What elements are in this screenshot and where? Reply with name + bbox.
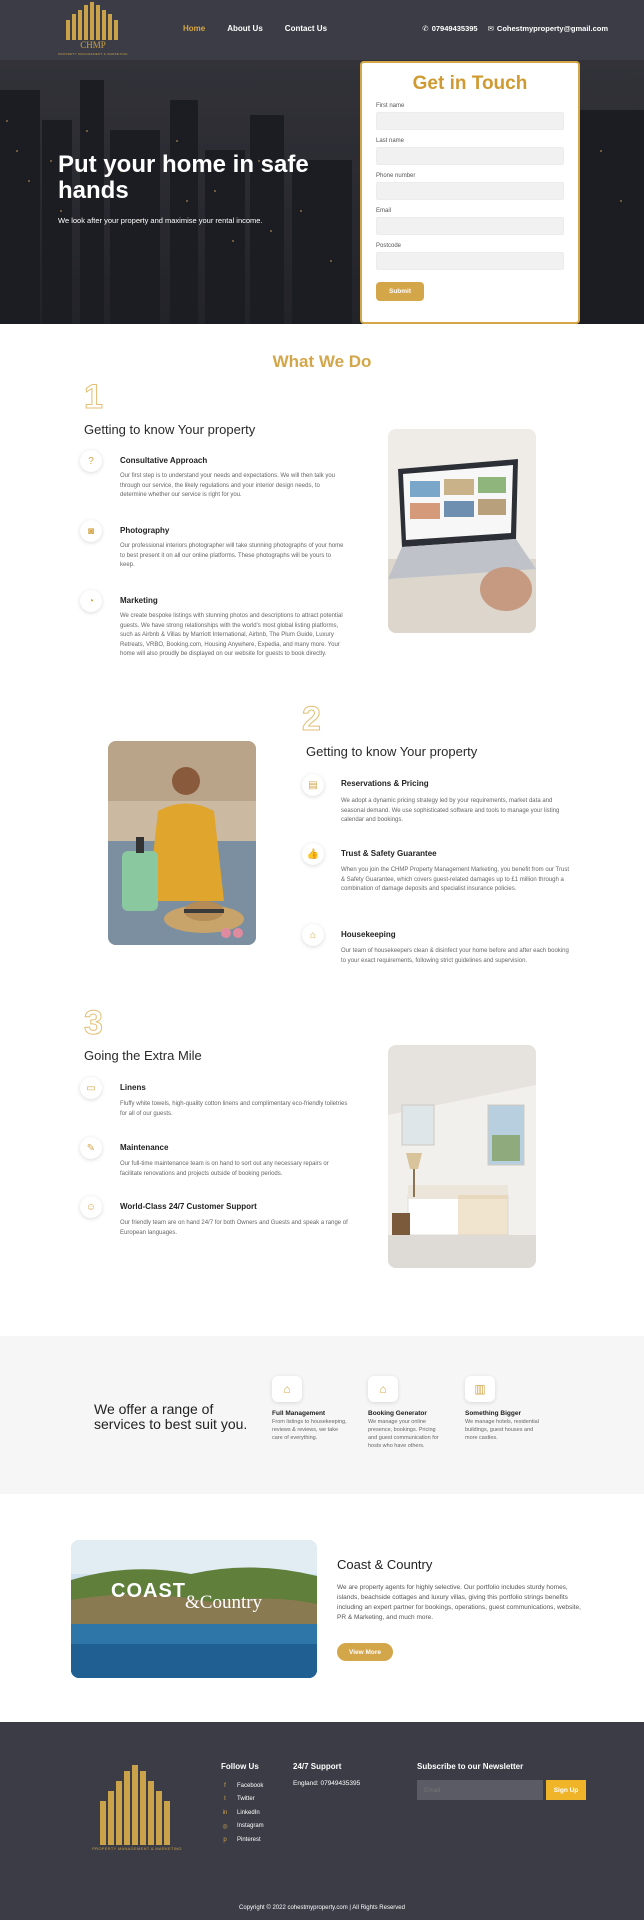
social-links [221,1779,264,1847]
twitter-icon: t [224,1796,226,1803]
camera-icon: ◙ [80,520,102,542]
nav-about-us[interactable]: About Us [227,24,263,33]
item-photography-text: Our professional interiors photographer will take stunning photographs of your home to best present it on all our online platforms. These photographs will be yours to keep. [120,543,344,568]
chat-icon: ? [80,450,102,472]
coast-image-text: COAST [111,1580,186,1602]
item-trust-text: When you join the CHMP Property Management Marketing, you benefit from our Trust & Safety Guarantee, which covers guest-related damages up to £1 million through a combination of damage deposits and specialist insurance policies. [341,867,569,892]
site-footer [0,1722,644,1920]
marketing-icon: ◔ [80,590,102,612]
header-phone-text: 07949435395 [431,24,478,33]
wrench-icon: ✎ [80,1137,102,1159]
postcode-label: Postcode [376,243,402,249]
instagram-link[interactable] [221,1820,264,1834]
phone-label: Phone number [376,173,416,179]
postcode-input[interactable] [376,252,564,270]
house-icon: ⌂ [302,924,324,946]
coast-title: Coast & Country [337,1557,433,1572]
social-link-label: Pinterest [237,1836,261,1843]
social-link-label: Facebook [237,1782,264,1789]
item-housekeeping-text: Our team of housekeepers clean & disinfect your home before and after each booking to your exact requirements, following strict guidelines and supervision. [341,948,569,964]
item-maintenance-title: Maintenance [120,1143,169,1152]
item-linens-title: Linens [120,1083,146,1092]
view-more-button[interactable]: View More [337,1643,393,1661]
traveler-photo [108,741,256,945]
support-icon: ☺ [80,1196,102,1218]
email-label: Email [376,208,392,214]
email-input[interactable] [376,217,564,235]
coast-country-image [71,1540,317,1678]
item-support-text: Our friendly team are on hand 24/7 for both Owners and Guests and speak a range of European languages. [120,1220,348,1236]
building-icon: ▥ [465,1376,495,1402]
form-title: Get in Touch [412,73,528,94]
thumbs-up-icon: 👍 [302,843,324,865]
item-support-title: World-Class 24/7 Customer Support [120,1202,257,1211]
site-header [0,0,644,60]
offer-title: We offer a range of services to best suit you. [94,1401,248,1432]
item-housekeeping-title: Housekeeping [341,930,396,939]
header-contact [422,24,608,33]
instagram-icon: ◎ [222,1823,228,1830]
support-phone[interactable]: England: 07949435395 [293,1780,361,1787]
main-nav [183,24,327,33]
block-1-title: Getting to know Your property [84,422,256,437]
item-reservations-text: We adopt a dynamic pricing strategy led by your requirements, market data and seasonal demand. We use sophisticated software and tools to manage your listing calendar and bookings. [341,798,560,823]
submit-button[interactable]: Submit [376,282,424,301]
calendar-icon: ▤ [302,774,324,796]
last-name-label: Last name [376,138,405,144]
offer-card-text: From listings to housekeeping, reviews & reviews, we take care of everything. [272,1419,347,1441]
bedroom-photo [388,1045,536,1268]
contact-form [360,61,580,324]
what-we-do-title: What We Do [272,352,372,371]
pinterest-link[interactable] [221,1833,264,1847]
step-number-3: 3 [84,1004,103,1042]
phone-input[interactable] [376,182,564,200]
step-number-2: 2 [302,700,321,738]
item-consultative-text: Our first step is to understand your needs and expectations. We will then talk you through our service, the likely regulations and your interior design needs, to determine whether our service is right for you. [120,473,336,498]
linkedin-icon: in [222,1809,228,1816]
block-3-title: Going the Extra Mile [84,1048,202,1063]
support-title: 24/7 Support [293,1762,342,1771]
item-trust-title: Trust & Safety Guarantee [341,849,437,858]
offer-card-text: We manage your online presence, bookings. Pricing and guest communication for hosts who have others. [368,1419,439,1449]
copyright: Copyright © 2022 cohestmyproperty.com | All Rights Reserved [239,1905,405,1911]
twitter-link[interactable] [221,1793,264,1807]
services-band [0,1336,644,1494]
newsletter-email-input[interactable] [417,1780,543,1800]
header-email[interactable] [488,24,608,33]
offer-card-text: We manage hotels, residential buildings, guest houses and more castles. [465,1419,539,1441]
offer-card-title: Full Management [272,1410,326,1417]
last-name-input[interactable] [376,147,564,165]
hero-title: Put your home in safe hands [58,151,309,204]
footer-building-logo-icon [90,1765,184,1845]
header-phone[interactable] [422,24,477,33]
sign-up-button[interactable]: Sign Up [546,1780,586,1800]
social-link-label: Instagram [237,1823,264,1830]
coast-text: We are property agents for highly selective. Our portfolio includes sturdy homes, islands, beachside cottages and luxury villas, giving this portfolio strings benefits including an expert partner for bookings, operations, guest communications, website, PR & Marketing, and much more. [337,1584,581,1621]
logo-subtitle: PROPERTY MANAGEMENT & MARKETING [58,52,128,56]
bed-icon: ▭ [80,1077,102,1099]
follow-us-title: Follow Us [221,1762,259,1771]
nav-contact-us[interactable]: Contact Us [284,24,328,33]
item-marketing-text: We create bespoke listings with stunning photos and descriptions to attract potential guests. We have strong relationships with the world's most global listing platforms, such as Airbnb & Villas by Marriott International, Airbnb, The Plum Guide, Luxury Retreats, VRBO, Booking.com, Housing Anywhere, Expedia, and many more. Your home will also proudly be displayed on our website for guests to book directly. [120,613,343,657]
facebook-icon: f [224,1782,226,1789]
first-name-label: First name [376,103,405,109]
hero-subtitle: We look after your property and maximise your rental income. [58,216,263,225]
linkedin-link[interactable] [221,1806,264,1820]
item-maintenance-text: Our full-time maintenance team is on hand to sort out any necessary repairs or facilitate renovations and projects outside of booking periods. [120,1161,329,1177]
nav-home[interactable]: Home [183,24,206,33]
footer-logo-subtitle: PROPERTY MANAGEMENT & MARKETING [92,1846,182,1851]
step-number-1: 1 [84,378,103,416]
item-reservations-title: Reservations & Pricing [341,779,429,788]
offer-card-full-management[interactable] [272,1376,350,1442]
item-linens-text: Fluffy white towels, high-quality cotton linens and complimentary eco-friendly toiletries for all of our guests. [120,1101,348,1117]
header-email-text: Cohestmyproperty@gmail.com [496,24,608,33]
management-icon: ⌂ [272,1376,302,1402]
country-image-text: &Country [185,1592,263,1613]
offer-card-something-bigger[interactable] [465,1376,543,1442]
logo-text: CHMP [80,40,106,50]
first-name-input[interactable] [376,112,564,130]
social-link-label: Twitter [237,1796,255,1803]
phone-icon: ✆ [422,24,429,33]
item-consultative-title: Consultative Approach [120,456,208,465]
item-marketing-title: Marketing [120,596,158,605]
newsletter-title: Subscribe to our Newsletter [417,1762,524,1771]
facebook-link[interactable] [221,1779,264,1793]
booking-icon: ⌂ [368,1376,398,1402]
offer-card-title: Something Bigger [465,1410,521,1417]
social-link-label: LinkedIn [237,1809,260,1816]
building-logo-icon [58,2,128,42]
offer-card-booking-generator[interactable] [368,1376,446,1450]
logo[interactable] [58,2,128,58]
pinterest-icon: p [223,1836,227,1843]
item-photography-title: Photography [120,526,170,535]
envelope-icon: ✉ [487,24,494,33]
block-2-title: Getting to know Your property [306,744,478,759]
laptop-photo [388,429,536,633]
offer-card-title: Booking Generator [368,1410,427,1417]
